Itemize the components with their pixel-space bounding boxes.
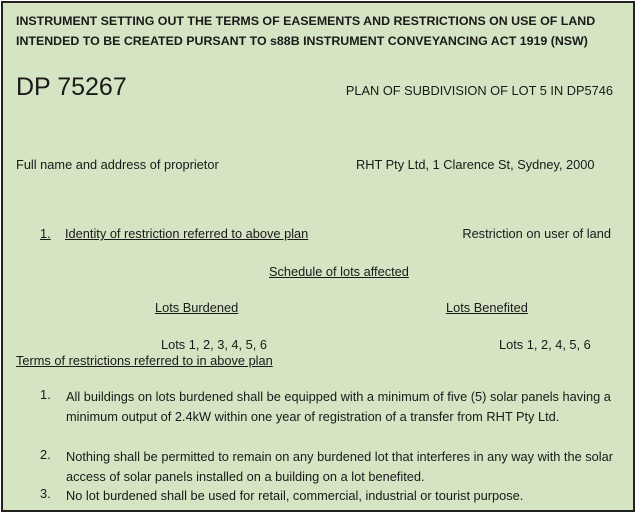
- proprietor-value: RHT Pty Ltd, 1 Clarence St, Sydney, 2000: [356, 157, 595, 172]
- lots-burdened-values: Lots 1, 2, 3, 4, 5, 6: [161, 337, 267, 352]
- term-2-text: Nothing shall be permitted to remain on any burdened lot that interferes in any way with the solar access of solar panels installed on a building on a lot benefited.: [66, 449, 614, 484]
- term-3-number: 3.: [40, 486, 51, 501]
- plan-description: PLAN OF SUBDIVISION OF LOT 5 IN DP5746: [345, 83, 613, 98]
- restriction-value: Restriction on user of land: [462, 226, 611, 241]
- document-panel: [1, 1, 635, 512]
- lots-benefited-values: Lots 1, 2, 4, 5, 6: [499, 337, 591, 352]
- restriction-label: Identity of restriction referred to above plan: [65, 226, 309, 241]
- lots-benefited-header: Lots Benefited: [446, 300, 528, 315]
- terms-heading: Terms of restrictions referred to in above plan: [16, 353, 273, 368]
- header-line-1: INSTRUMENT SETTING OUT THE TERMS OF EASEMENTS AND RESTRICTIONS ON USE OF LAND: [16, 14, 596, 28]
- header-line-2: INTENDED TO BE CREATED PURSANT TO s88B INSTRUMENT CONVEYANCING ACT 1919 (NSW): [16, 34, 588, 48]
- term-1-number: 1.: [40, 387, 51, 402]
- term-3-text: No lot burdened shall be used for retail, commercial, industrial or tourist purpose.: [66, 488, 524, 503]
- term-1-text: All buildings on lots burdened shall be equipped with a minimum of five (5) solar panels having a minimum output of 2.4kW within one year of registration of a transfer from RHT Pty Ltd.: [66, 389, 611, 424]
- schedule-title: Schedule of lots affected: [269, 264, 409, 279]
- proprietor-label: Full name and address of proprietor: [16, 157, 219, 172]
- term-2-number: 2.: [40, 447, 51, 462]
- dp-number: DP 75267: [16, 73, 127, 101]
- lots-burdened-header: Lots Burdened: [155, 300, 239, 315]
- restriction-number: 1.: [40, 226, 51, 241]
